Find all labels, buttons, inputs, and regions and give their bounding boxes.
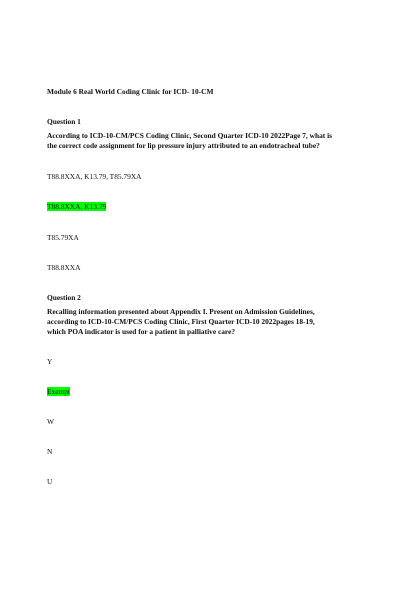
question-2-option-4: N xyxy=(47,447,53,456)
question-1-label: Question 1 xyxy=(47,117,81,126)
question-2-text-line-1: Recalling information presented about Appendix I. Present on Admission Guidelines, xyxy=(47,307,315,316)
highlight-mark: Exempt xyxy=(47,387,70,396)
question-2-option-2-highlighted xyxy=(47,387,70,397)
question-2-text-line-3: which POA indicator is used for a patient in palliative care? xyxy=(47,327,236,336)
question-2-label: Question 2 xyxy=(47,293,81,302)
question-1-option-3: T85.79XA xyxy=(47,233,79,242)
question-1-option-1: T88.8XXA, K13.79, T85.79XA xyxy=(47,172,142,181)
question-1-option-4: T88.8XXA xyxy=(47,263,81,272)
question-2-option-1: Y xyxy=(47,357,53,366)
highlight-mark: T88.8XXA, K13.79 xyxy=(47,202,107,211)
module-title: Module 6 Real World Coding Clinic for ICD- 10-CM xyxy=(47,87,214,96)
question-2-option-3: W xyxy=(47,417,54,426)
question-2-option-5: U xyxy=(47,477,53,486)
question-1-option-2-highlighted xyxy=(47,202,106,212)
question-1-text-line-2: the correct code assignment for lip pressure injury attributed to an endotracheal tube? xyxy=(47,141,320,150)
question-2-text-line-2: according to ICD-10-CM/PCS Coding Clinic, First Quarter ICD-10 2022pages 18-19, xyxy=(47,317,315,326)
question-1-text-line-1: According to ICD-10-CM/PCS Coding Clinic, Second Quarter ICD-10 2022Page 7, what is xyxy=(47,131,333,140)
